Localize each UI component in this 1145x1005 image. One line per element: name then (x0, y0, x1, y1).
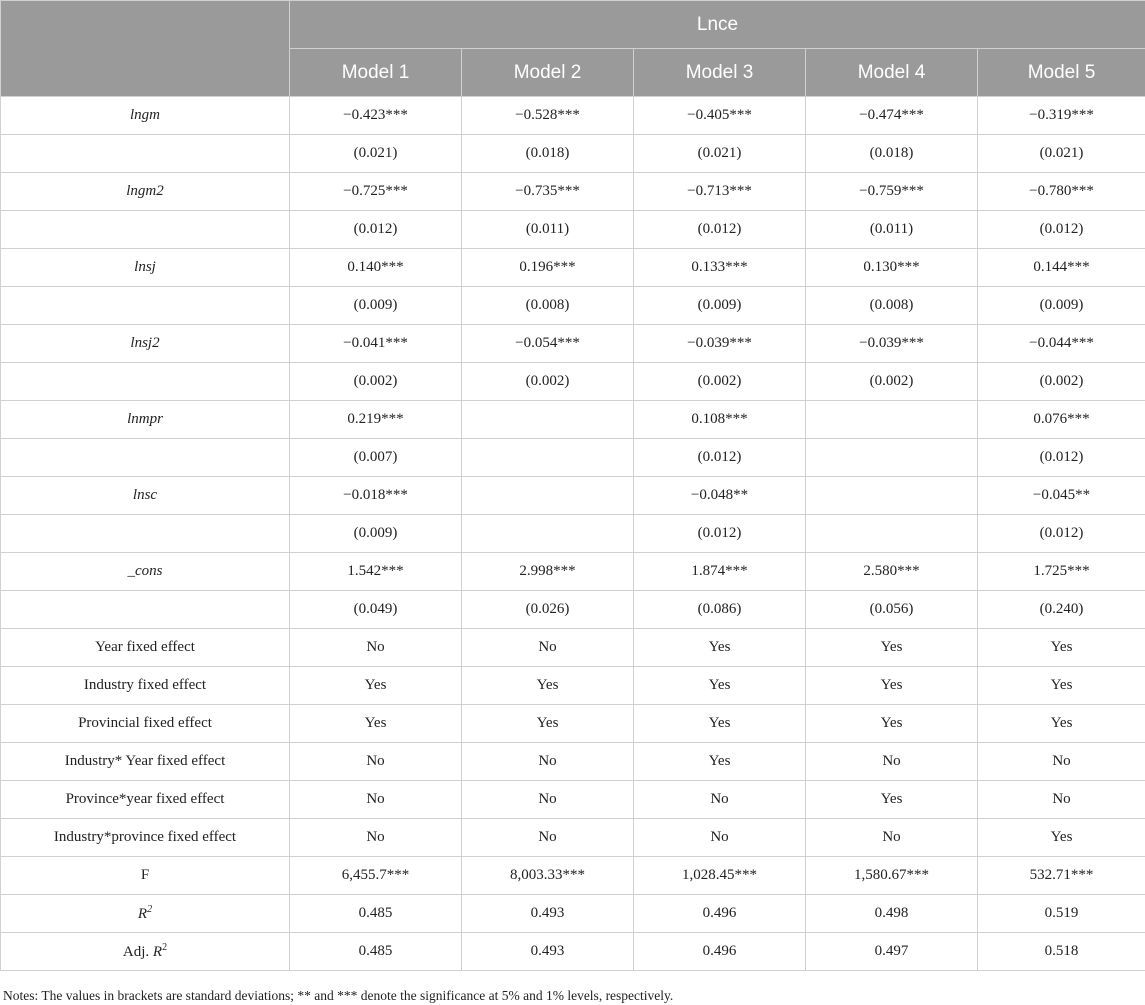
table-cell: 6,455.7*** (290, 857, 462, 895)
table-cell: Yes (634, 743, 806, 781)
table-cell (806, 439, 978, 477)
table-cell: −0.039*** (806, 325, 978, 363)
table-row (1, 515, 1145, 553)
table-cell: No (290, 743, 462, 781)
row-label: Industry* Year fixed effect (1, 743, 290, 781)
table-cell: (0.009) (634, 287, 806, 325)
table-cell: No (290, 629, 462, 667)
table-row (1, 591, 1145, 629)
table-cell: 0.076*** (978, 401, 1145, 439)
table-row (1, 667, 1145, 705)
table-notes: Notes: The values in brackets are standard deviations; ** and *** denote the significance at 5% and 1% levels, respectively. (3, 988, 674, 1003)
table-row (1, 249, 1145, 287)
table-cell: −0.319*** (978, 97, 1145, 135)
table-cell: 0.140*** (290, 249, 462, 287)
row-label (1, 287, 290, 325)
table-cell (806, 477, 978, 515)
table-cell: (0.008) (462, 287, 634, 325)
model-header: Model 1 (290, 49, 462, 97)
table-cell: No (978, 743, 1145, 781)
table-cell: (0.007) (290, 439, 462, 477)
table-row (1, 781, 1145, 819)
table-cell: Yes (978, 705, 1145, 743)
table-cell: (0.009) (290, 515, 462, 553)
table-cell (462, 515, 634, 553)
table-cell: 2.580*** (806, 553, 978, 591)
table-cell: −0.759*** (806, 173, 978, 211)
row-label: lngm2 (1, 173, 290, 211)
table-cell: −0.054*** (462, 325, 634, 363)
table-cell: (0.012) (634, 515, 806, 553)
table-cell: (0.026) (462, 591, 634, 629)
table-cell: (0.021) (634, 135, 806, 173)
table-cell: Yes (806, 667, 978, 705)
table-cell: Yes (806, 705, 978, 743)
table-cell (462, 477, 634, 515)
table-cell: 0.485 (290, 933, 462, 971)
table-cell: 1.542*** (290, 553, 462, 591)
table-cell (462, 401, 634, 439)
row-label: lngm (1, 97, 290, 135)
table-cell: (0.011) (462, 211, 634, 249)
table-row (1, 477, 1145, 515)
table-cell: 8,003.33*** (462, 857, 634, 895)
table-cell: 1,580.67*** (806, 857, 978, 895)
table-cell: No (462, 743, 634, 781)
table-cell: (0.011) (806, 211, 978, 249)
table-cell: 0.497 (806, 933, 978, 971)
table-cell: (0.008) (806, 287, 978, 325)
table-cell: (0.012) (978, 515, 1145, 553)
row-label (1, 363, 290, 401)
table-cell: 0.493 (462, 895, 634, 933)
dependent-variable-header: Lnce (290, 1, 1145, 49)
table-cell: −0.713*** (634, 173, 806, 211)
row-label (1, 439, 290, 477)
table-row (1, 629, 1145, 667)
row-label (1, 211, 290, 249)
table-cell: −0.725*** (290, 173, 462, 211)
table-row (1, 857, 1145, 895)
model-header: Model 4 (806, 49, 978, 97)
table-cell (462, 439, 634, 477)
table-cell: −0.780*** (978, 173, 1145, 211)
table-cell: Yes (806, 781, 978, 819)
table-cell: (0.002) (634, 363, 806, 401)
row-label: Industry*province fixed effect (1, 819, 290, 857)
table-cell: 0.133*** (634, 249, 806, 287)
table-cell: (0.018) (806, 135, 978, 173)
table-cell: (0.012) (634, 211, 806, 249)
table-cell: −0.041*** (290, 325, 462, 363)
table-cell: Yes (462, 667, 634, 705)
table-cell: −0.048** (634, 477, 806, 515)
row-label (1, 515, 290, 553)
table-cell: 0.498 (806, 895, 978, 933)
row-label: lnsc (1, 477, 290, 515)
table-cell: No (978, 781, 1145, 819)
table-cell: (0.012) (290, 211, 462, 249)
table-cell: −0.474*** (806, 97, 978, 135)
table-cell: −0.528*** (462, 97, 634, 135)
table-cell: 1.874*** (634, 553, 806, 591)
table-cell: Yes (462, 705, 634, 743)
table-row (1, 439, 1145, 477)
table-cell: No (806, 743, 978, 781)
table-cell: Yes (978, 629, 1145, 667)
table-body (1, 97, 1145, 971)
table-cell: 0.518 (978, 933, 1145, 971)
table-cell: No (634, 819, 806, 857)
table-cell: −0.735*** (462, 173, 634, 211)
table-cell: −0.423*** (290, 97, 462, 135)
table-cell: Yes (634, 629, 806, 667)
table-cell: (0.012) (634, 439, 806, 477)
table-row (1, 401, 1145, 439)
model-header: Model 2 (462, 49, 634, 97)
table-cell: 0.485 (290, 895, 462, 933)
table-row (1, 933, 1145, 971)
table-cell: 0.130*** (806, 249, 978, 287)
row-label: _cons (1, 553, 290, 591)
table-row (1, 173, 1145, 211)
table-cell: 0.219*** (290, 401, 462, 439)
table-row (1, 211, 1145, 249)
table-cell: 0.519 (978, 895, 1145, 933)
table-cell: (0.021) (978, 135, 1145, 173)
model-header: Model 5 (978, 49, 1145, 97)
table-cell: 2.998*** (462, 553, 634, 591)
table-cell: −0.039*** (634, 325, 806, 363)
row-label (1, 135, 290, 173)
model-header: Model 3 (634, 49, 806, 97)
table-cell: 1,028.45*** (634, 857, 806, 895)
row-label: lnmpr (1, 401, 290, 439)
row-label: lnsj2 (1, 325, 290, 363)
table-cell: 1.725*** (978, 553, 1145, 591)
table-cell: (0.021) (290, 135, 462, 173)
row-label: Adj. $R^2$ (1, 933, 290, 971)
row-label: Year fixed effect (1, 629, 290, 667)
row-label: F (1, 857, 290, 895)
table-cell: (0.018) (462, 135, 634, 173)
table-cell: (0.009) (290, 287, 462, 325)
table-cell: −0.405*** (634, 97, 806, 135)
table-cell: (0.049) (290, 591, 462, 629)
table-row (1, 743, 1145, 781)
table-cell: No (806, 819, 978, 857)
table-cell: Yes (978, 667, 1145, 705)
table-cell: (0.086) (634, 591, 806, 629)
table-cell: No (290, 781, 462, 819)
table-row (1, 553, 1145, 591)
table-cell: (0.012) (978, 211, 1145, 249)
table-cell: No (462, 781, 634, 819)
table-cell: Yes (290, 705, 462, 743)
table-cell: (0.002) (290, 363, 462, 401)
table-cell: 0.144*** (978, 249, 1145, 287)
table-cell: No (634, 781, 806, 819)
table-cell: Yes (634, 667, 806, 705)
row-label: Provincial fixed effect (1, 705, 290, 743)
table-cell: (0.009) (978, 287, 1145, 325)
table-cell: 0.493 (462, 933, 634, 971)
table-row (1, 705, 1145, 743)
table-cell (806, 401, 978, 439)
table-row (1, 135, 1145, 173)
table-cell: (0.002) (978, 363, 1145, 401)
table-row (1, 325, 1145, 363)
table-cell (806, 515, 978, 553)
table-cell: Yes (290, 667, 462, 705)
table-cell: Yes (806, 629, 978, 667)
table-cell: 0.108*** (634, 401, 806, 439)
table-cell: (0.002) (462, 363, 634, 401)
row-label (1, 591, 290, 629)
table-row (1, 287, 1145, 325)
table-cell: −0.045** (978, 477, 1145, 515)
table-cell: 0.196*** (462, 249, 634, 287)
table-cell: −0.018*** (290, 477, 462, 515)
table-cell: (0.240) (978, 591, 1145, 629)
table-row (1, 895, 1145, 933)
table-cell: −0.044*** (978, 325, 1145, 363)
table-cell: (0.056) (806, 591, 978, 629)
row-label: $R^2$ (1, 895, 290, 933)
table-cell: (0.002) (806, 363, 978, 401)
table-cell: Yes (634, 705, 806, 743)
table-cell: (0.012) (978, 439, 1145, 477)
table-cell: No (462, 819, 634, 857)
table-cell: 0.496 (634, 895, 806, 933)
table-cell: Yes (978, 819, 1145, 857)
table-row (1, 97, 1145, 135)
header-corner (1, 1, 290, 97)
row-label: Industry fixed effect (1, 667, 290, 705)
table-cell: No (462, 629, 634, 667)
table-cell: 532.71*** (978, 857, 1145, 895)
table-cell: 0.496 (634, 933, 806, 971)
table-cell: No (290, 819, 462, 857)
row-label: lnsj (1, 249, 290, 287)
table-row (1, 363, 1145, 401)
table-row (1, 819, 1145, 857)
row-label: Province*year fixed effect (1, 781, 290, 819)
